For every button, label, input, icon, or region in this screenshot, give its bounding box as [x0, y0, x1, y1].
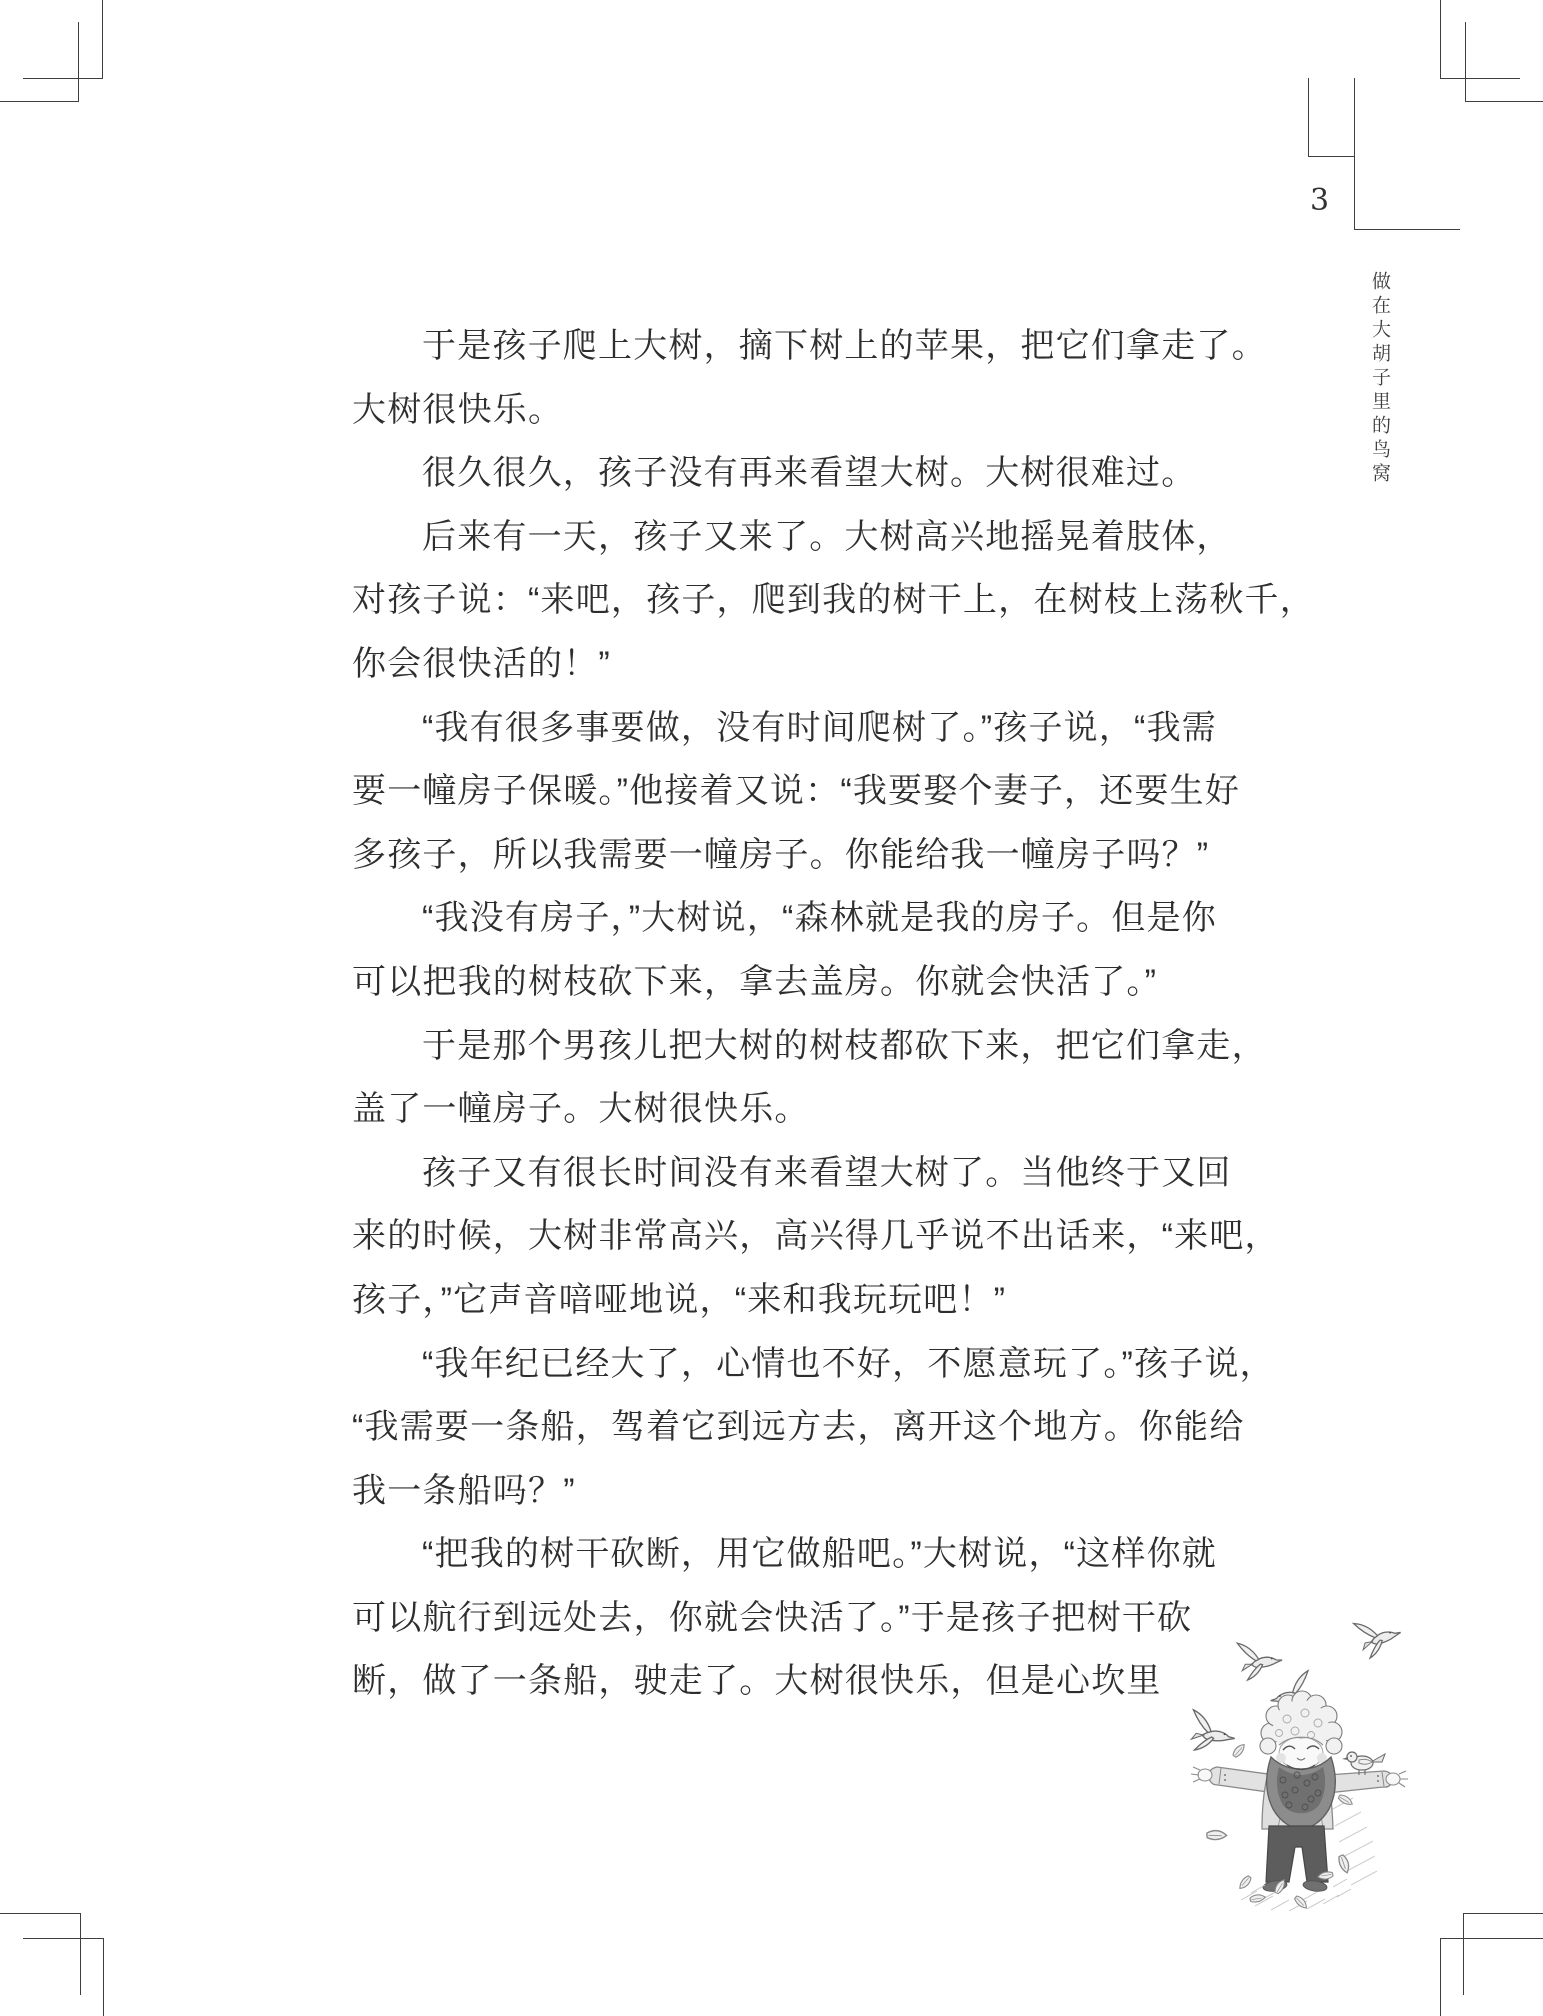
folio-ornament-line	[1354, 229, 1460, 230]
crop-mark-bottom-left	[80, 1913, 81, 1995]
folio-ornament-line	[1308, 78, 1309, 157]
text-line: 你会很快活的！”	[352, 644, 611, 683]
crop-mark-bottom-right	[1463, 1913, 1464, 1995]
text-line: 可以航行到远处去，你就会快活了。”于是孩子把树干砍	[352, 1598, 1193, 1637]
crop-mark-bottom-left	[0, 1913, 80, 1914]
crop-mark-top-right	[1440, 78, 1520, 79]
text-line: 后来有一天，孩子又来了。大树高兴地摇晃着肢体，	[422, 517, 1232, 556]
text-line: 多孩子，所以我需要一幢房子。你能给我一幢房子吗？”	[352, 835, 1210, 874]
cheek	[1276, 1753, 1286, 1763]
text-line: 来的时候，大树非常高兴，高兴得几乎说不出话来，“来吧，	[352, 1217, 1280, 1256]
crop-mark-top-left	[78, 22, 79, 101]
trousers	[1266, 1826, 1328, 1882]
body-text	[352, 315, 1315, 1714]
crop-mark-bottom-right	[1440, 1938, 1543, 1939]
crop-mark-bottom-right	[1463, 1913, 1543, 1914]
text-line: 盖了一幢房子。大树很快乐。	[352, 1090, 810, 1129]
text-line: 对孩子说：“来吧，孩子，爬到我的树干上，在树枝上荡秋千，	[352, 581, 1315, 620]
text-line: 要一幢房子保暖。”他接着又说：“我要娶个妻子，还要生好	[352, 772, 1241, 811]
text-line: “我需要一条船，驾着它到远方去，离开这个地方。你能给	[352, 1408, 1245, 1447]
text-line: “我没有房子，”大树说，“森林就是我的房子。但是你	[422, 899, 1217, 938]
running-title-vertical: 做在大胡子里的鸟窝	[1369, 271, 1390, 487]
text-line: “我年纪已经大了，心情也不好，不愿意玩了。”孩子说，	[422, 1344, 1275, 1383]
crop-mark-bottom-right	[1440, 1938, 1441, 2016]
crop-mark-top-left	[102, 0, 103, 78]
text-line: 很久很久，孩子没有再来看望大树。大树很难过。	[422, 454, 1197, 493]
text-line: 孩子，”它声音喑哑地说，“来和我玩玩吧！”	[352, 1280, 1007, 1319]
crop-mark-bottom-left	[103, 1938, 104, 2016]
crop-mark-top-right	[1465, 101, 1543, 102]
text-line: 可以把我的树枝砍下来，拿去盖房。你就会快活了。”	[352, 962, 1158, 1001]
bearded-man-illustration	[1155, 1595, 1435, 1925]
text-line: “我有很多事要做，没有时间爬树了。”孩子说，“我需	[422, 708, 1217, 747]
pencil-hatching	[1331, 1798, 1377, 1885]
folio-ornament-line	[1308, 156, 1355, 157]
text-line: 孩子又有很长时间没有来看望大树了。当他终于又回	[422, 1153, 1232, 1192]
text-line: 于是那个男孩儿把大树的树枝都砍下来，把它们拿走，	[422, 1026, 1267, 1065]
folio-ornament-line	[1354, 78, 1355, 230]
text-line: “把我的树干砍断，用它做船吧。”大树说，“这样你就	[422, 1535, 1217, 1574]
text-line: 断，做了一条船，驶走了。大树很快乐，但是心坎里	[352, 1662, 1162, 1701]
crop-mark-top-right	[1465, 22, 1466, 101]
text-line: 我一条船吗？”	[352, 1471, 576, 1510]
man-figure	[1191, 1691, 1408, 1893]
crop-mark-top-right	[1440, 0, 1441, 78]
crop-mark-top-left	[23, 78, 103, 79]
text-line: 于是孩子爬上大树，摘下树上的苹果，把它们拿走了。	[422, 327, 1267, 365]
crop-mark-bottom-left	[23, 1938, 103, 1939]
crop-mark-top-left	[0, 101, 79, 102]
page-number: 3	[1310, 183, 1330, 218]
text-line: 大树很快乐。	[352, 390, 564, 429]
